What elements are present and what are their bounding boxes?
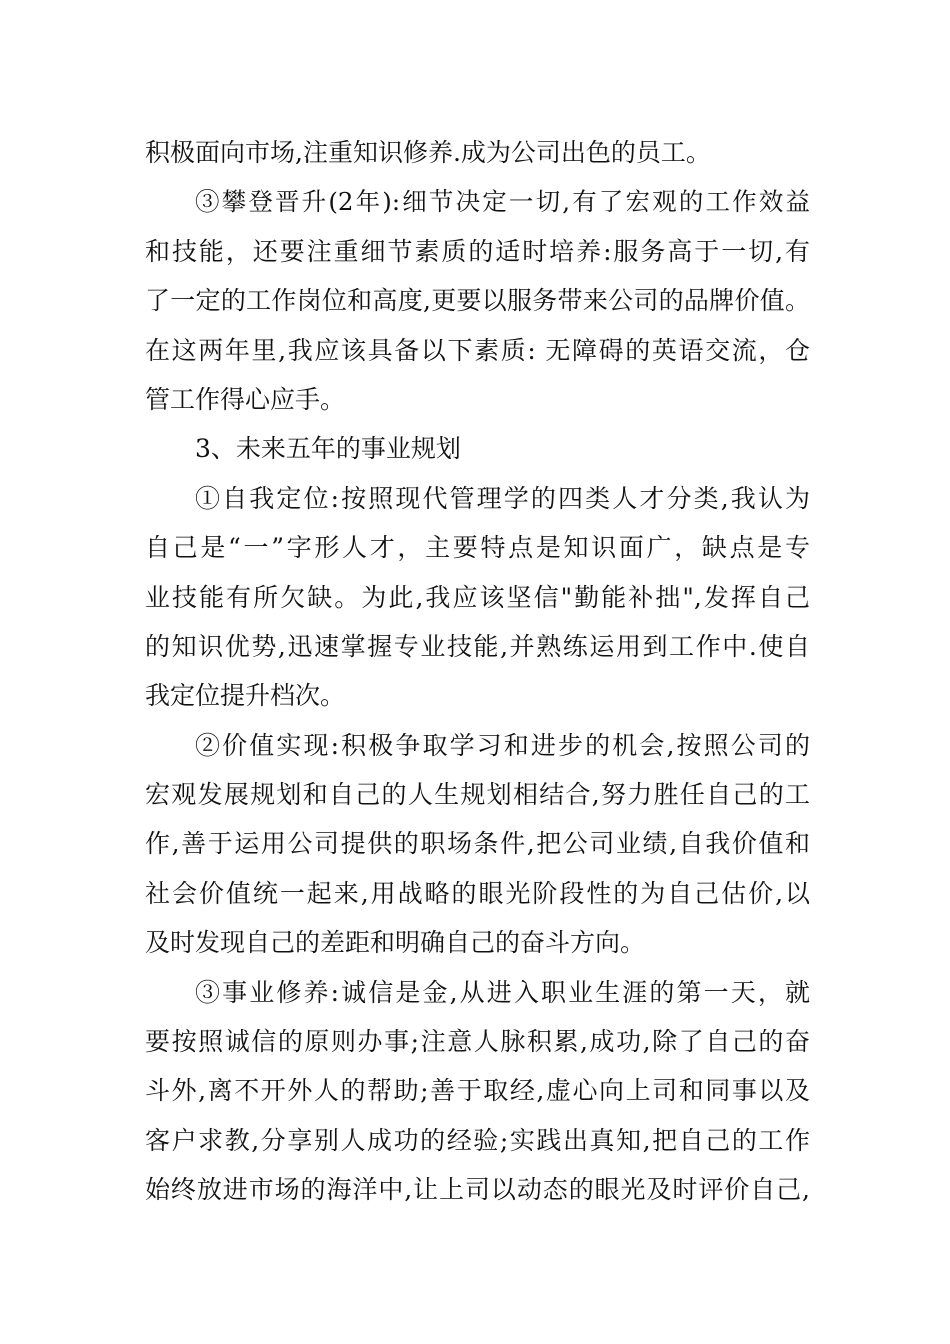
- text-line: 社会价值统一起来,用战略的眼光阶段性的为自己估价,以: [145, 878, 810, 908]
- text-line: 宏观发展规划和自己的人生规划相结合,努力胜任自己的工: [145, 780, 810, 810]
- text-line: 始终放进市场的海洋中,让上司以动态的眼光及时评价自己,: [145, 1175, 810, 1205]
- paragraph-first-line: ②价值实现:积极争取学习和进步的机会,按照公司的: [195, 730, 810, 760]
- text-line: 客户求教,分享别人成功的经验;实践出真知,把自己的工作: [145, 1125, 810, 1155]
- text-line: 业技能有所欠缺。为此,我应该坚信"勤能补拙",发挥自己: [145, 582, 810, 612]
- text-line: 斗外,离不开外人的帮助;善于取经,虚心向上司和同事以及: [145, 1076, 810, 1106]
- text-line: 了一定的工作岗位和高度,更要以服务带来公司的品牌价值。: [145, 286, 810, 316]
- section-heading: 3、未来五年的事业规划: [195, 434, 461, 464]
- text-line: 作,善于运用公司提供的职场条件,把公司业绩,自我价值和: [145, 829, 810, 859]
- text-line: 要按照诚信的原则办事;注意人脉积累,成功,除了自己的奋: [145, 1027, 810, 1057]
- text-line: 和技能，还要注重细节素质的适时培养:服务高于一切,有: [145, 236, 810, 266]
- text-line: 在这两年里,我应该具备以下素质: 无障碍的英语交流，仓: [145, 335, 810, 365]
- text-line: 我定位提升档次。: [145, 681, 346, 711]
- text-line: 自己是“一”字形人才，主要特点是知识面广，缺点是专: [145, 533, 810, 563]
- text-line: 积极面向市场,注重知识修养.成为公司出色的员工。: [145, 138, 711, 167]
- paragraph-first-line: ①自我定位:按照现代管理学的四类人才分类,我认为: [195, 483, 810, 513]
- text-line: 管工作得心应手。: [145, 384, 346, 414]
- paragraph-first-line: ③攀登晋升(2年):细节决定一切,有了宏观的工作效益: [195, 187, 810, 217]
- text-line: 及时发现自己的差距和明确自己的奋斗方向。: [145, 928, 646, 958]
- paragraph-first-line: ③事业修养:诚信是金,从进入职业生涯的第一天，就: [195, 977, 810, 1007]
- document-body: [145, 128, 810, 1215]
- text-line: 的知识优势,迅速掌握专业技能,并熟练运用到工作中.使自: [145, 631, 810, 661]
